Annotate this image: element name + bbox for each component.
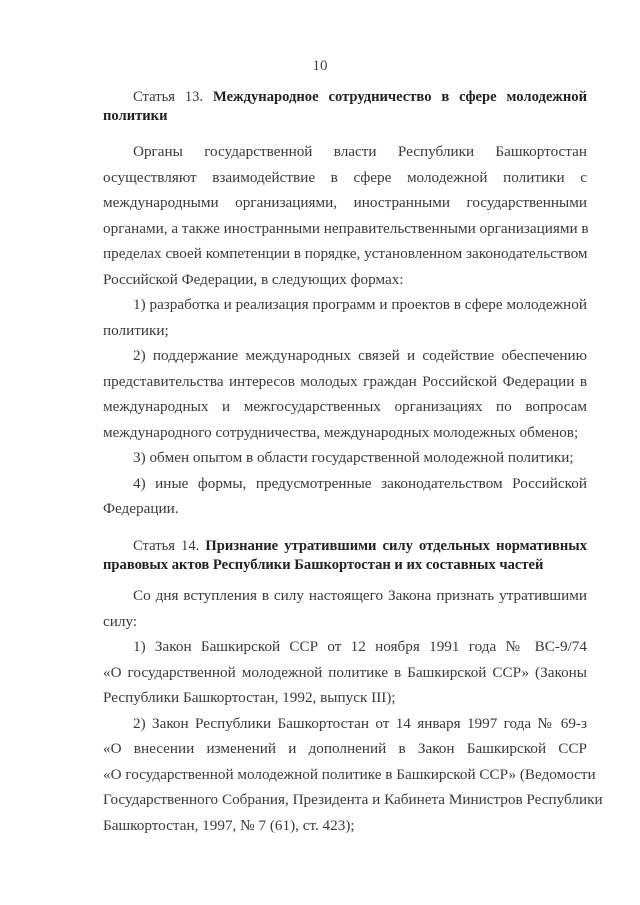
text-line: «О внесении изменений и дополнений в Закон Башкирской ССР	[103, 740, 587, 757]
text-line: Республики Башкортостан, 1992, выпуск III);	[103, 689, 396, 706]
article-13-title-line2: политики	[103, 108, 168, 124]
text-line: Со дня вступления в силу настоящего Закона признать утратившими	[133, 587, 587, 604]
text-line: политики;	[103, 321, 169, 339]
text-line: органами, а также иностранными неправительственными организациями в	[103, 219, 589, 237]
list-item: 2) Закон Республики Башкортостан от 14 января 1997 года № 69-з	[133, 714, 587, 732]
text-line: международного сотрудничества, международных молодежных обменов;	[103, 423, 579, 441]
article-13-body	[103, 139, 587, 522]
text-line: «О государственной молодежной политике в Башкирской ССР» (Законы	[103, 663, 587, 681]
text-line: Органы государственной власти Республики Башкортостан	[133, 143, 587, 160]
article-14-heading-line2-wrap	[103, 556, 587, 575]
article-14-title-line1: Признание утратившими силу отдельных нормативных	[205, 538, 587, 554]
list-item: 1) разработка и реализация программ и проектов в сфере молодежной	[133, 296, 587, 313]
article-14-title-line2: правовых актов Республики Башкортостан и их составных частей	[103, 557, 544, 573]
article-13-heading	[103, 88, 587, 107]
list-item: 2) поддержание международных связей и содействие обеспечению	[133, 347, 587, 364]
text-line: пределах своей компетенции в порядке, установленном законодательством	[103, 245, 588, 262]
page-number: 10	[312, 58, 328, 74]
text-line: представительства интересов молодых граждан Российской Федерации в	[103, 372, 587, 390]
text-line: силу:	[103, 612, 138, 630]
article-14	[103, 537, 587, 575]
article-13-heading-line2-wrap	[103, 107, 587, 126]
article-13-title-line1: Международное сотрудничество в сфере молодежной	[212, 89, 587, 105]
list-item: 1) Закон Башкирской ССР от 12 ноября 1991 года № ВС-9/74	[133, 638, 587, 655]
list-item: 3) обмен опытом в области государственной молодежной политики;	[133, 449, 574, 466]
text-line: Российской Федерации, в следующих формах:	[103, 270, 404, 288]
list-item: 4) иные формы, предусмотренные законодательством Российской	[133, 474, 587, 492]
text-line: осуществляют взаимодействие в сфере молодежной политики с	[103, 168, 587, 186]
article-14-prefix: Статья 14.	[133, 538, 206, 554]
text-line: Башкортостан, 1997, № 7 (61), ст. 423);	[103, 816, 355, 834]
article-13-prefix: Статья 13.	[133, 89, 213, 105]
text-line: международных и межгосударственных организациях по вопросам	[103, 398, 587, 415]
article-14-heading	[103, 537, 587, 556]
text-line: Федерации.	[103, 500, 179, 517]
text-line: Государственного Собрания, Президента и Кабинета Министров Республики	[103, 791, 603, 808]
text-line: международными организациями, иностранными государственными	[103, 194, 587, 211]
article-13	[103, 88, 587, 126]
article-14-body	[103, 583, 603, 838]
text-line: «О государственной молодежной политике в Башкирской ССР» (Ведомости	[103, 765, 596, 783]
